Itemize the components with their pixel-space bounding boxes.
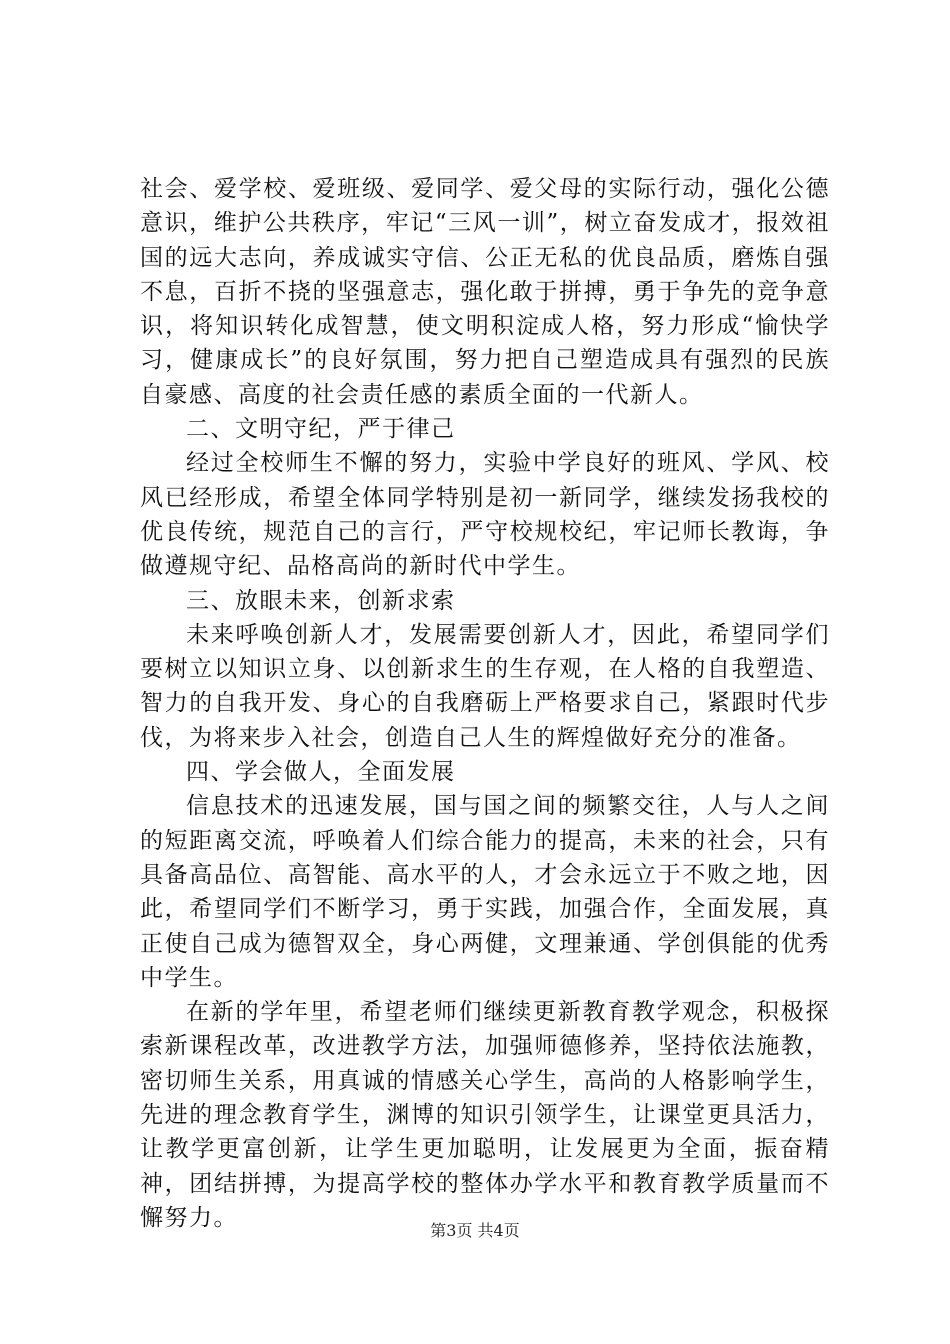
- section-heading-3: 三、放眼未来，创新求索: [186, 587, 456, 614]
- paragraph-development: 信息技术的迅速发展，国与国之间的频繁交往，人与人之间的短距离交流，呼唤着人们综合能力的提高，未来的社会，只有具备高品位、高智能、高水平的人，才会永远立于不败之地，因此，希望同学们不断学习，勇于实践，加强合作，全面发展，真正使自己成为德智双全，身心两健，文理兼通、学创俱能的优秀中学生。: [140, 793, 830, 991]
- section-heading-2: 二、文明守纪，严于律己: [186, 416, 456, 443]
- section-heading-4: 四、学会做人，全面发展: [186, 759, 456, 786]
- document-body: [140, 172, 830, 1235]
- paragraph-teachers: 在新的学年里，希望老师们继续更新教育教学观念，积极探索新课程改革，改进教学方法，加强师德修养，坚持依法施教，密切师生关系，用真诚的情感关心学生，高尚的人格影响学生，先进的理念教育学生，渊博的知识引领学生，让课堂更具活力，让教学更富创新，让学生更加聪明，让发展更为全面，振奋精神，团结拼搏，为提高学校的整体办学水平和教育教学质量而不懈努力。: [140, 999, 830, 1231]
- paragraph-continuation: 社会、爱学校、爱班级、爱同学、爱父母的实际行动，强化公德意识，维护公共秩序，牢记“三风一训”，树立奋发成才，报效祖国的远大志向，养成诚实守信、公正无私的优良品质，磨炼自强不息，百折不挠的坚强意志，强化敢于拼搏，勇于争先的竞争意识，将知识转化成智慧，使文明积淀成人格，努力形成“愉快学习，健康成长”的良好氛围，努力把自己塑造成具有强烈的民族自豪感、高度的社会责任感的素质全面的一代新人。: [140, 176, 830, 408]
- paragraph-innovation: 未来呼唤创新人才，发展需要创新人才，因此，希望同学们要树立以知识立身、以创新求生的生存观，在人格的自我塑造、智力的自我开发、身心的自我磨砺上严格要求自己，紧跟时代步伐，为将来步入社会，创造自己人生的辉煌做好充分的准备。: [140, 621, 830, 751]
- page-number-footer: 第3页 共4页: [430, 1221, 520, 1240]
- paragraph-discipline: 经过全校师生不懈的努力，实验中学良好的班风、学风、校风已经形成，希望全体同学特别是初一新同学，继续发扬我校的优良传统，规范自己的言行，严守校规校纪，牢记师长教诲，争做遵规守纪、品格高尚的新时代中学生。: [140, 450, 830, 580]
